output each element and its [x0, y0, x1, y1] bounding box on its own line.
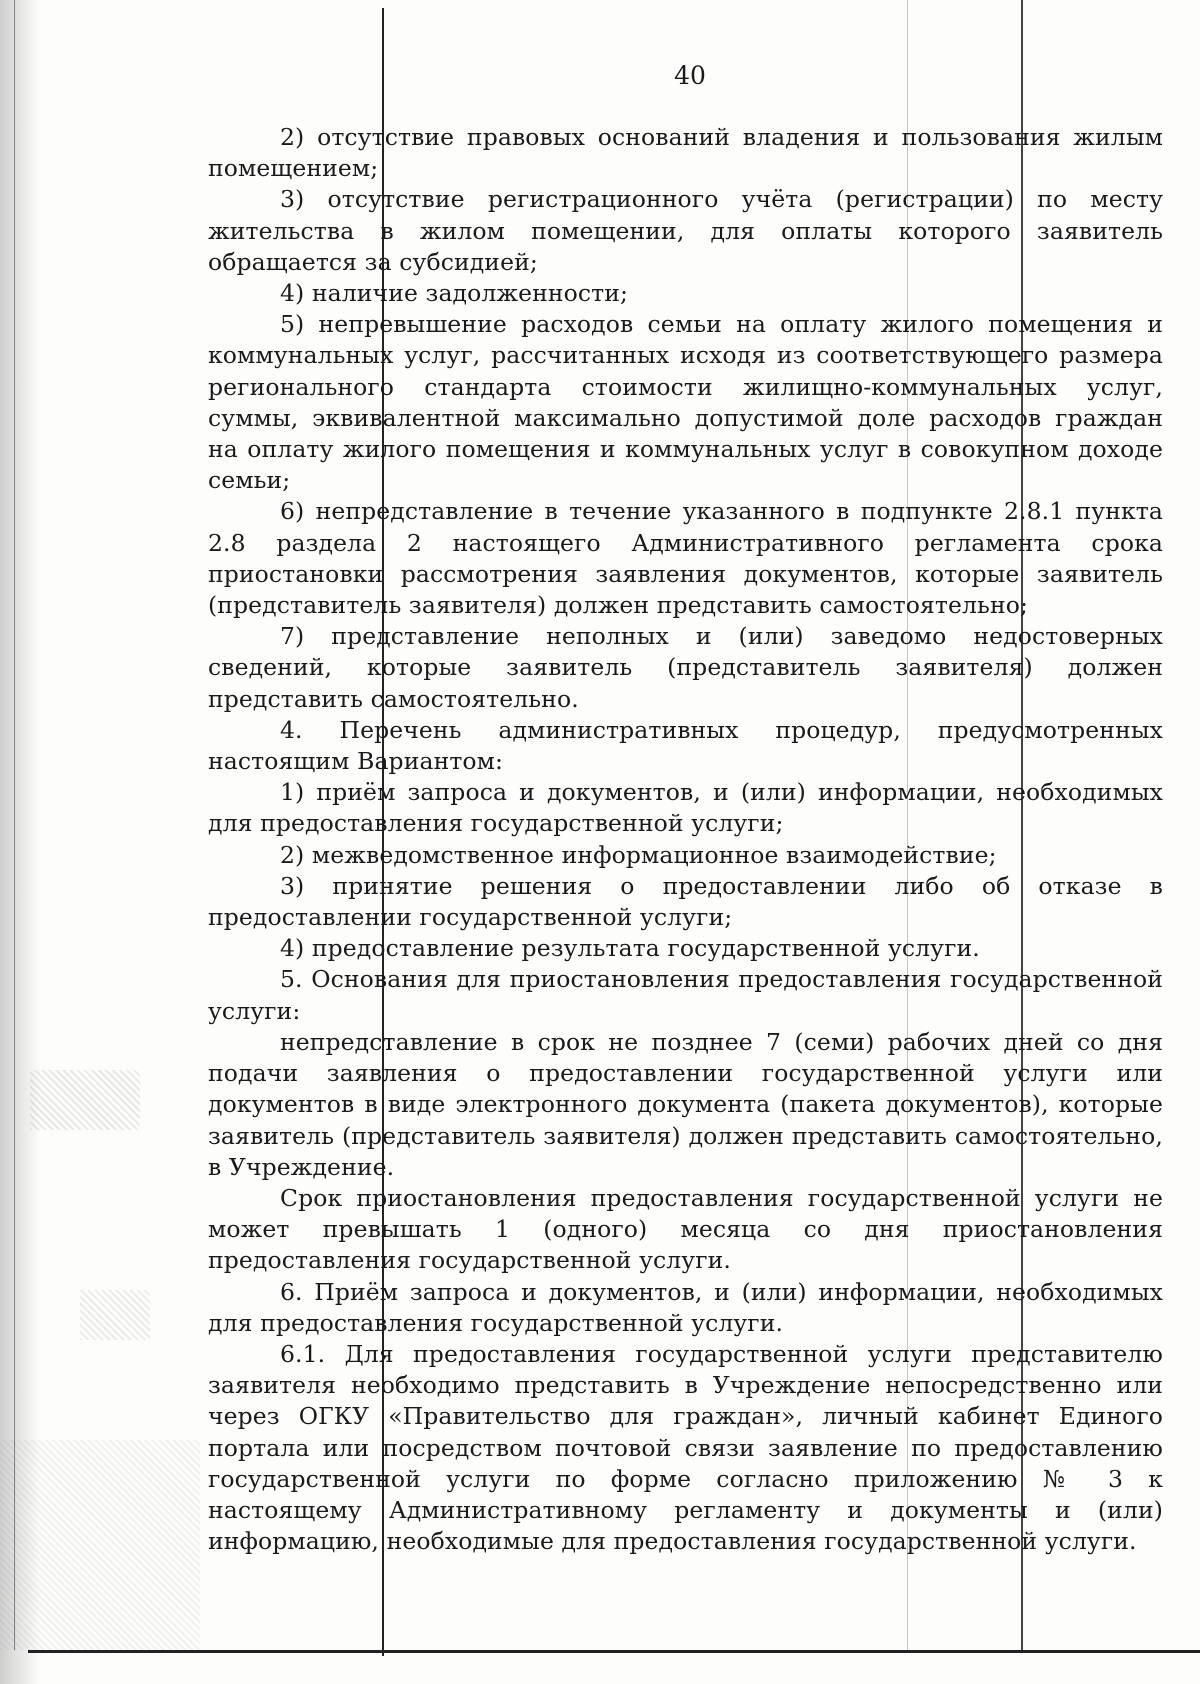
paragraph: Срок приостановления предоставления государственной услуги не может превышать 1 (одного) месяца со дня приостановления предоставления государственной услуги. [208, 1183, 1163, 1275]
scan-edge-shadow [0, 0, 40, 1684]
paragraph: непредставление в срок не позднее 7 (семи) рабочих дней со дня подачи заявления о предоставлении государственной услуги или документов в виде электронного документа (пакета документов), которые заявитель (представитель заявителя) должен представить самостоятельно, в Учреждение. [208, 1027, 1163, 1181]
paragraph: 1) приём запроса и документов, и (или) информации, необходимых для предоставления государственной услуги; [208, 778, 1163, 838]
paragraph: 4) наличие задолженности; [280, 279, 629, 308]
paragraph: 7) представление неполных и (или) заведомо недостоверных сведений, которые заявитель (представитель заявителя) должен представить самостоятельно. [208, 622, 1163, 713]
paragraph: 3) принятие решения о предоставлении либо об отказе в предоставлении государственной услуги; [208, 871, 1163, 932]
paragraph: 5) непревышение расходов семьи на оплату жилого помещения и коммунальных услуг, рассчитанных исходя из соответствующего размера регионального стандарта стоимости жилищно-коммунальных услуг, суммы, эквивалентной максимально допустимой доле расходов граждан на оплату жилого помещения и коммунальных услуг в совокупном доходе семьи; [208, 310, 1163, 495]
paragraph: 6. Приём запроса и документов, и (или) информации, необходимых для предоставления государственной услуги. [208, 1277, 1163, 1337]
paragraph: 2) отсутствие правовых оснований владения и пользования жилым помещением; [208, 123, 1163, 183]
page-number: 40 [674, 61, 706, 90]
scan-bottom-border [28, 1650, 1200, 1653]
paragraph: 3) отсутствие регистрационного учёта (регистрации) по месту жительства в жилом помещении, для оплаты которого заявитель обращается за субсидией; [208, 185, 1163, 276]
paragraph: 6.1. Для предоставления государственной услуги представителю заявителя необходимо представить в Учреждение непосредственно или через ОГКУ «Правительство для граждан», личный кабинет Единого портала или посредством почтовой связи заявление по предоставлению государственной услуги по форме согласно приложению № 3 к настоящему Административному регламенту и документы и (или) информацию, необходимые для предоставления государственной услуги. [208, 1339, 1163, 1556]
paragraph: 4. Перечень административных процедур, предусмотренных настоящим Вариантом: [208, 715, 1163, 776]
paragraph: 2) межведомственное информационное взаимодействие; [280, 840, 997, 869]
document-body [208, 122, 1163, 1557]
paragraph: 6) непредставление в течение указанного в подпункте 2.8.1 пункта 2.8 раздела 2 настоящего Административного регламента срока приостановки рассмотрения заявления документов, которые заявитель (представитель заявителя) должен представить самостоятельно; [208, 497, 1163, 620]
scan-noise-left [30, 1070, 140, 1130]
scan-vertical-line-edge [14, 0, 15, 1650]
paragraph: 5. Основания для приостановления предоставления государственной услуги: [208, 965, 1163, 1025]
scan-noise-bottom-left [0, 1440, 200, 1650]
scan-noise-left-lower [80, 1290, 150, 1340]
paragraph: 4) предоставление результата государственной услуги. [280, 934, 980, 963]
